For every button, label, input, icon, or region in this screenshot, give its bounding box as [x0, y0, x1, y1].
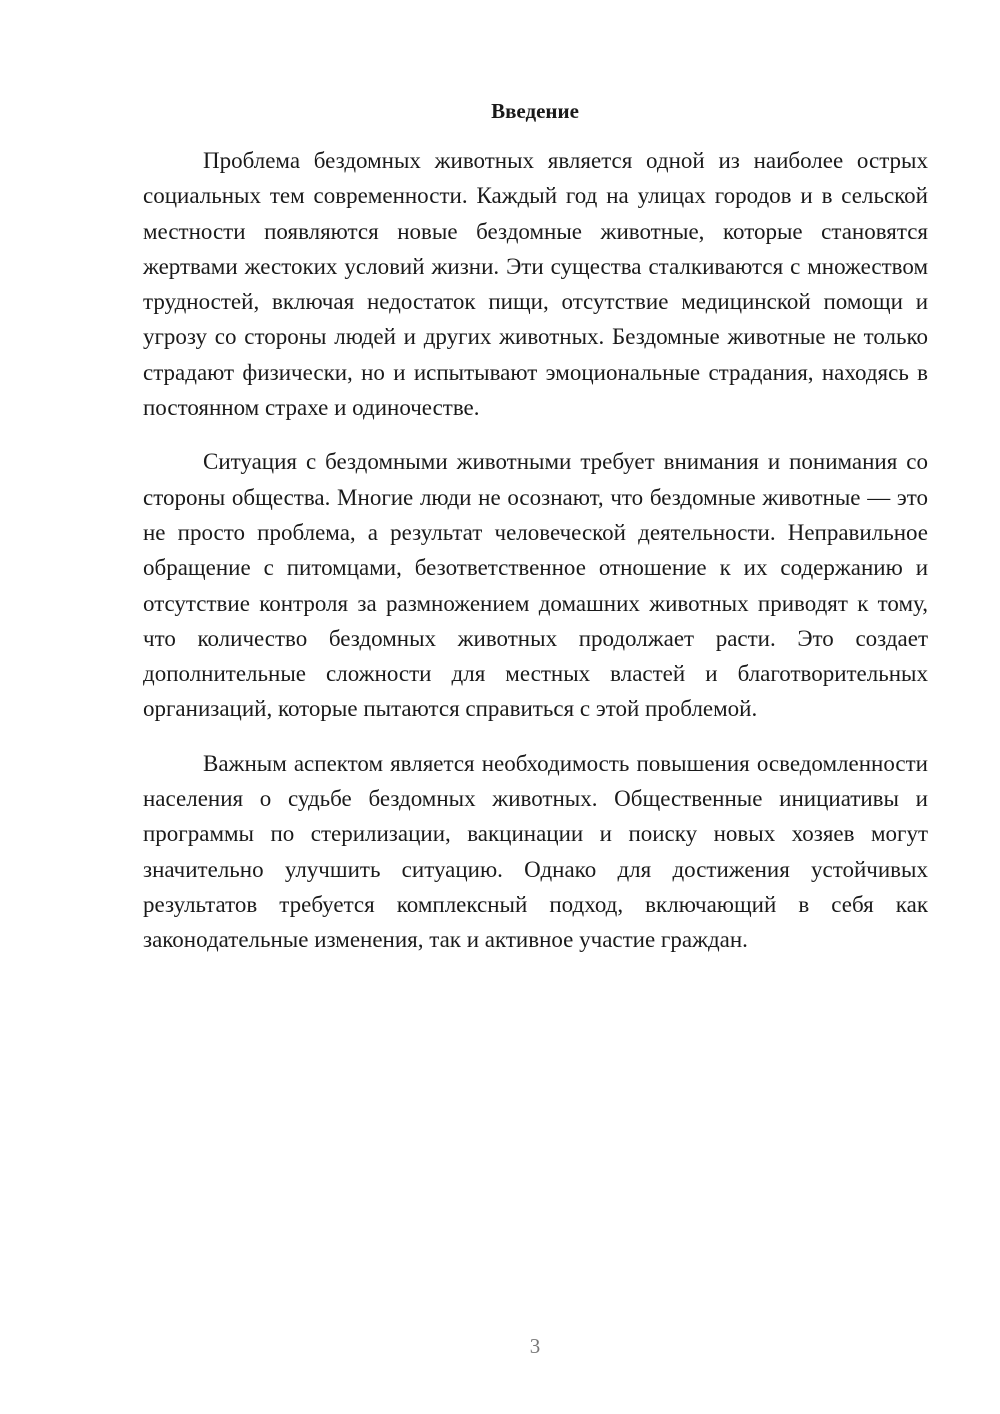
paragraph-3: Важным аспектом является необходимость повышения осведомленности населения о судьбе бездомных животных. Общественные инициативы и программы по стерилизации, вакцинации и поиску новых хозяев могут значительно улучшить ситуацию. Однако для достижения устойчивых результатов требуется комплексный подход, включающий в себя как законодательные изменения, так и активное участие граждан.: [143, 750, 928, 953]
document-body: [143, 143, 928, 977]
paragraph-2: Ситуация с бездомными животными требует внимания и понимания со стороны общества. Многие люди не осознают, что бездомные животные — это не просто проблема, а результат человеческой деятельности. Неправильное обращение с питомцами, безответственное отношение к их содержанию и отсутствие контроля за размножением домашних животных приводят к тому, что количество бездомных животных продолжает расти. Это создает дополнительные сложности для местных властей и благотворительных организаций, которые пытаются справиться с этой проблемой.: [143, 449, 928, 722]
page-title: Введение: [491, 99, 579, 123]
page-number: 3: [529, 1334, 541, 1358]
paragraph-1: Проблема бездомных животных является одной из наиболее острых социальных тем современности. Каждый год на улицах городов и в сельской местности появляются новые бездомные животные, которые становятся жертвами жестоких условий жизни. Эти существа сталкиваются с множеством трудностей, включая недостаток пищи, отсутствие медицинской помощи и угрозу со стороны людей и других животных. Бездомные животные не только страдают физически, но и испытывают эмоциональные страдания, находясь в постоянном страхе и одиночестве.: [143, 148, 928, 421]
